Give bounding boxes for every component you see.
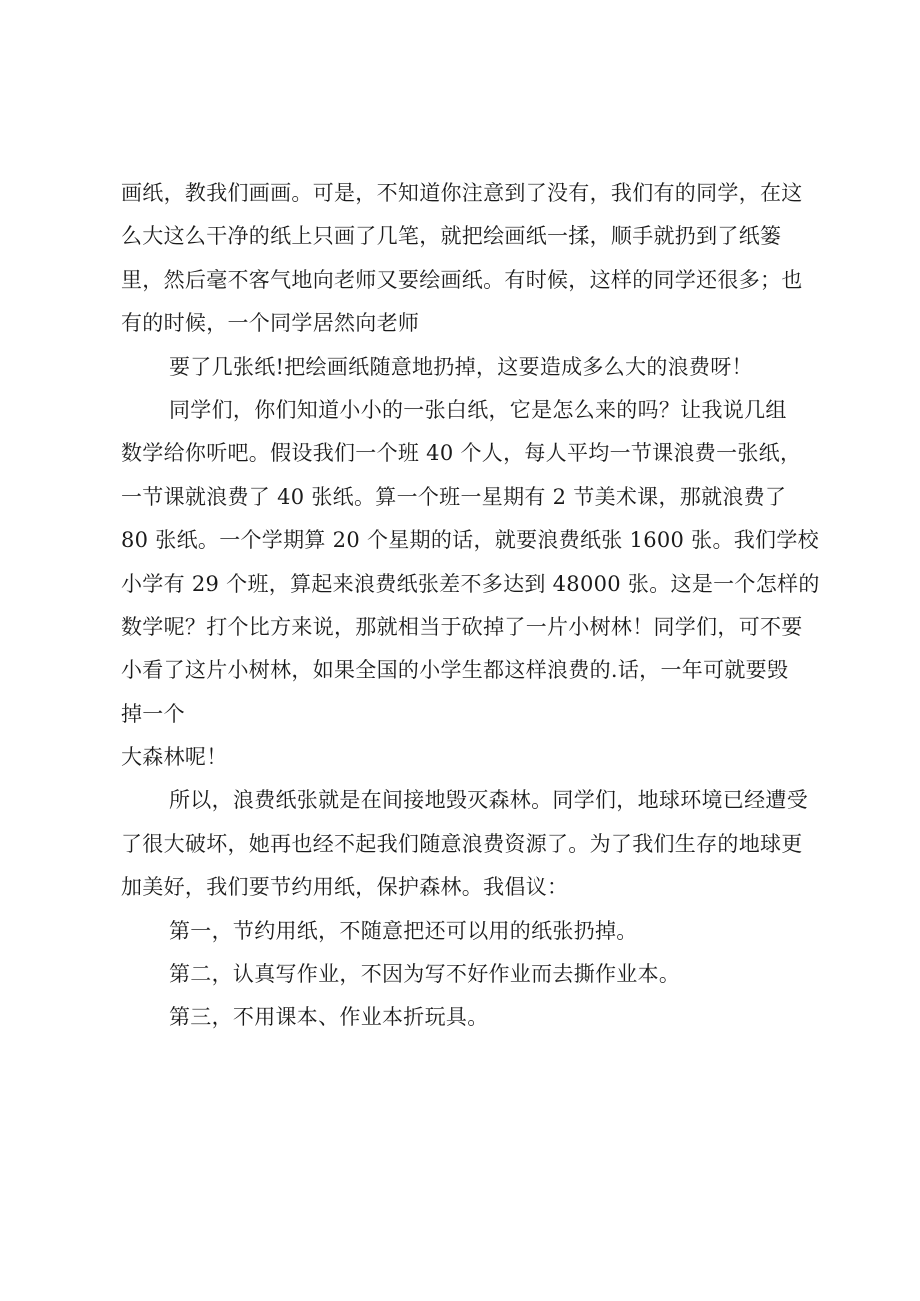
text-line: 有的时候，一个同学居然向老师 [121, 311, 420, 336]
text-line: 第三，不用课本、作业本折玩具。 [169, 1005, 489, 1030]
text-line: 里，然后毫不客气地向老师又要绘画纸。有时候，这样的同学还很多；也 [121, 267, 803, 292]
text-line: 画纸，教我们画画。可是，不知道你注意到了没有，我们有的同学，在这 [121, 181, 803, 205]
text-line: 要了几张纸!把绘画纸随意地扔掉，这要造成多么大的浪费呀！ [169, 354, 753, 379]
text-line: 掉一个 [121, 701, 185, 726]
text-line: 数学呢？打个比方来说，那就相当于砍掉了一片小树林！同学们，可不要 [121, 614, 803, 639]
text-line: 了很大破坏，她再也经不起我们随意浪费资源了。为了我们生存的地球更 [121, 831, 803, 856]
text-line: 第一，节约用纸，不随意把还可以用的纸张扔掉。 [169, 918, 638, 943]
text-line: 小学有 29 个班，算起来浪费纸张差不多达到 48000 张。这是一个怎样的 [121, 571, 820, 596]
text-line: 数学给你听吧。假设我们一个班 40 个人，每人平均一节课浪费一张纸， [121, 441, 802, 466]
text-line: 一节课就浪费了 40 张纸。算一个班一星期有 2 节美术课，那就浪费了 [121, 484, 787, 509]
document-body [121, 172, 821, 1040]
text-line: 小看了这片小树林，如果全国的小学生都这样浪费的.话，一年可就要毁 [121, 658, 789, 683]
text-line: 么大这么干净的纸上只画了几笔，就把绘画纸一揉，顺手就扔到了纸篓 [121, 224, 782, 249]
text-line: 大森林呢！ [121, 745, 228, 770]
text-line: 第二，认真写作业，不因为写不好作业而去撕作业本。 [169, 962, 681, 987]
text-line: 同学们，你们知道小小的一张白纸，它是怎么来的吗？让我说几组 [169, 397, 787, 422]
text-line: 加美好，我们要节约用纸，保护森林。我倡议： [121, 875, 569, 900]
text-line: 所以，浪费纸张就是在间接地毁灭森林。同学们，地球环境已经遭受 [169, 788, 808, 813]
text-line: 80 张纸。一个学期算 20 个星期的话，就要浪费纸张 1600 张。我们学校 [121, 528, 819, 553]
